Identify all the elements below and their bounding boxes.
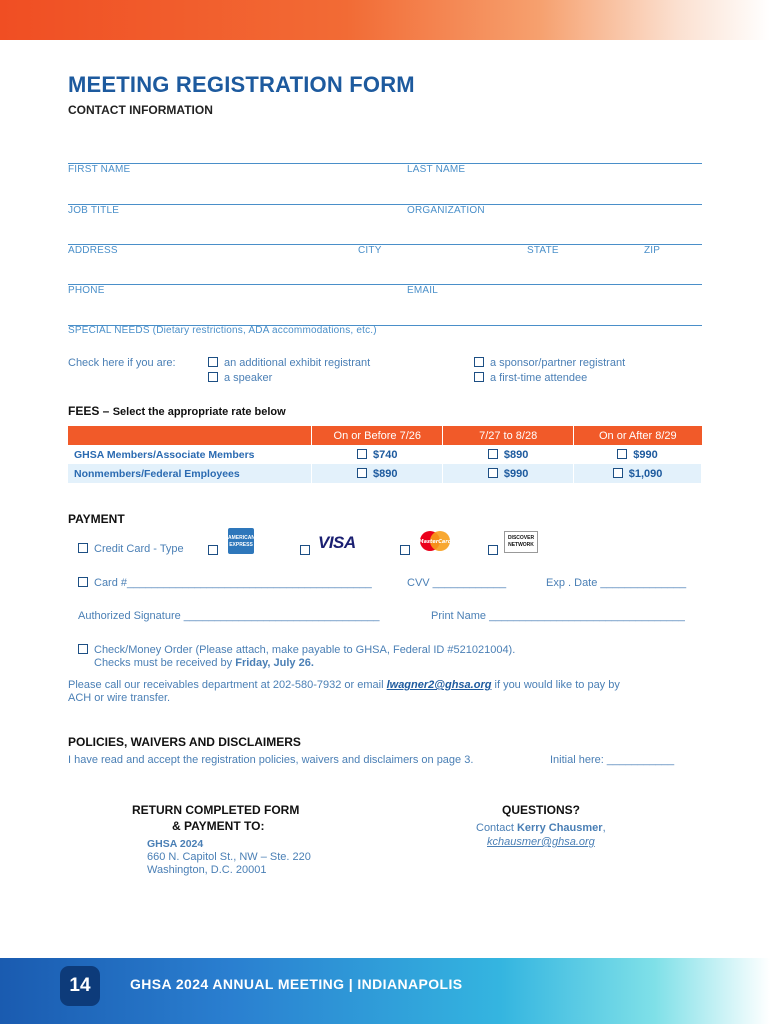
receivables-email-link[interactable]: lwagner2@ghsa.org [386, 679, 492, 691]
checkbox-icon[interactable] [78, 644, 88, 654]
amex-checkbox[interactable] [208, 545, 218, 555]
fees-category: Nonmembers/Federal Employees [68, 464, 312, 483]
email-field[interactable]: EMAIL [407, 285, 439, 296]
return-org: GHSA 2024 [147, 838, 204, 850]
fee-option[interactable]: $990 [443, 464, 574, 483]
initial-field[interactable]: Initial here: ___________ [550, 754, 675, 766]
page-number: 14 [60, 966, 100, 1006]
city-field[interactable]: CITY [358, 245, 382, 256]
discover-checkbox[interactable] [488, 545, 498, 555]
option-speaker[interactable]: a speaker [208, 372, 272, 384]
checkbox-icon[interactable] [488, 449, 498, 459]
fees-col-header: 7/27 to 8/28 [443, 426, 574, 445]
fee-option[interactable]: $1,090 [574, 464, 702, 483]
checkbox-icon[interactable] [357, 449, 367, 459]
fees-heading: FEES – Select the appropriate rate below [68, 404, 286, 418]
policies-text: I have read and accept the registration policies, waivers and disclaimers on page 3. [68, 754, 474, 766]
footer-text: GHSA 2024 ANNUAL MEETING | INDIANAPOLIS [130, 976, 463, 992]
fees-header-row [68, 426, 702, 445]
questions-heading: QUESTIONS? [502, 803, 581, 817]
checkbox-icon[interactable] [208, 357, 218, 367]
checkbox-icon[interactable] [78, 543, 88, 553]
checkbox-icon[interactable] [208, 372, 218, 382]
ach-note-line2: ACH or wire transfer. [68, 692, 171, 704]
return-city: Washington, D.C. 20001 [147, 864, 267, 876]
fees-col-header: On or After 8/29 [574, 426, 702, 445]
check-prompt: Check here if you are: [68, 357, 176, 369]
amex-logo-icon: AMERICAN EXPRESS [228, 528, 254, 554]
top-banner [0, 0, 770, 40]
option-exhibit-registrant[interactable]: an additional exhibit registrant [208, 357, 370, 369]
fees-category: GHSA Members/Associate Members [68, 445, 312, 464]
visa-logo-icon: VISA [318, 533, 356, 552]
organization-field[interactable]: ORGANIZATION [407, 205, 485, 216]
special-needs-field[interactable]: SPECIAL NEEDS (Dietary restrictions, ADA accommodations, etc.) [68, 325, 377, 336]
address-line [68, 244, 702, 245]
checkbox-icon[interactable] [474, 372, 484, 382]
last-name-field[interactable]: LAST NAME [407, 164, 466, 175]
fee-option[interactable]: $890 [312, 464, 443, 483]
checkbox-icon[interactable] [488, 468, 498, 478]
checkbox-icon[interactable] [78, 577, 88, 587]
fees-header-blank [68, 426, 312, 445]
checkbox-icon[interactable] [357, 468, 367, 478]
address-field[interactable]: ADDRESS [68, 245, 118, 256]
exp-date-field[interactable]: Exp . Date ______________ [546, 577, 687, 589]
svg-text:MasterCard: MasterCard [418, 539, 452, 545]
checkbox-icon[interactable] [474, 357, 484, 367]
fees-row-nonmembers [68, 464, 702, 483]
cvv-field[interactable]: CVV ____________ [407, 577, 507, 589]
check-deadline: Checks must be received by Friday, July 26. [94, 657, 314, 669]
job-org-line [68, 204, 702, 205]
payment-heading: PAYMENT [68, 512, 125, 526]
fees-table [68, 426, 702, 483]
questions-contact: Contact Kerry Chausmer, [476, 822, 606, 834]
fees-row-members [68, 445, 702, 464]
phone-field[interactable]: PHONE [68, 285, 105, 296]
ach-note: Please call our receivables department at 202-580-7932 or email lwagner2@ghsa.org if you would like to pay by [68, 679, 620, 691]
phone-email-line [68, 284, 702, 285]
fee-option[interactable]: $740 [312, 445, 443, 464]
return-heading-2: & PAYMENT TO: [172, 819, 265, 833]
fee-option[interactable]: $890 [443, 445, 574, 464]
option-sponsor-registrant[interactable]: a sponsor/partner registrant [474, 357, 625, 369]
return-street: 660 N. Capitol St., NW – Ste. 220 [147, 851, 311, 863]
page-title: MEETING REGISTRATION FORM [68, 72, 415, 97]
first-name-field[interactable]: FIRST NAME [68, 164, 131, 175]
print-name-field[interactable]: Print Name ________________________________ [431, 610, 685, 622]
checkbox-icon[interactable] [613, 468, 623, 478]
signature-field[interactable]: Authorized Signature ________________________________ [78, 610, 380, 622]
job-title-field[interactable]: JOB TITLE [68, 205, 120, 216]
mastercard-checkbox[interactable] [400, 545, 410, 555]
fees-col-header: On or Before 7/26 [312, 426, 443, 445]
visa-checkbox[interactable] [300, 545, 310, 555]
discover-logo-icon: DISCOVER NETWORK [504, 531, 538, 553]
card-number-field[interactable]: Card #________________________________________ [78, 577, 372, 589]
mastercard-logo-icon [418, 530, 452, 552]
first-last-name-line [68, 163, 702, 164]
return-heading: RETURN COMPLETED FORM [132, 803, 300, 817]
section-contact-heading: CONTACT INFORMATION [68, 103, 213, 117]
fee-option[interactable]: $990 [574, 445, 702, 464]
questions-email-link[interactable]: kchausmer@ghsa.org [487, 836, 595, 848]
state-field[interactable]: STATE [527, 245, 559, 256]
zip-field[interactable]: ZIP [644, 245, 661, 256]
credit-card-option[interactable]: Credit Card - Type [78, 543, 184, 555]
option-first-time-attendee[interactable]: a first-time attendee [474, 372, 587, 384]
checkbox-icon[interactable] [617, 449, 627, 459]
policies-heading: POLICIES, WAIVERS AND DISCLAIMERS [68, 735, 301, 749]
check-money-order-option[interactable]: Check/Money Order (Please attach, make payable to GHSA, Federal ID #521021004). [78, 644, 515, 656]
